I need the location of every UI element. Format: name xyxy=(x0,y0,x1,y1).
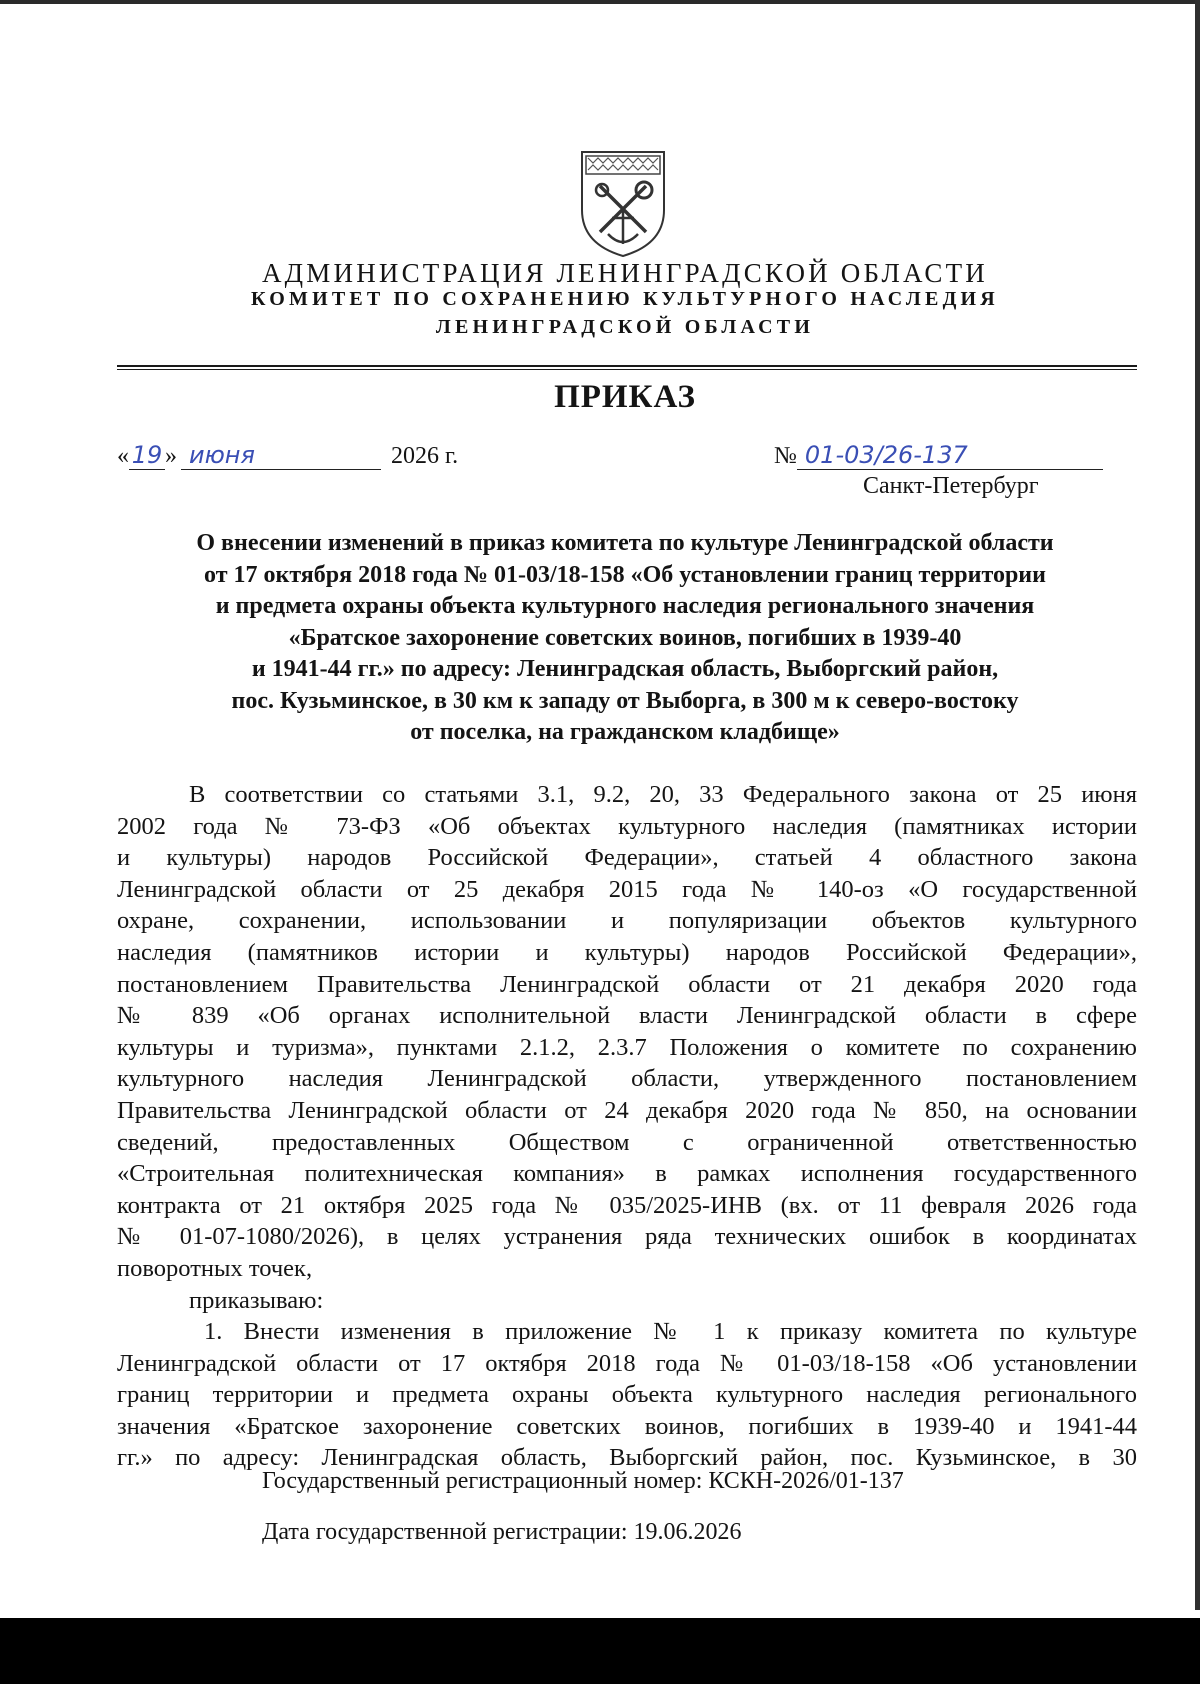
body-line: наследия (памятников истории и культуры) народов Российской Федерации», xyxy=(117,938,1137,966)
body-line: поворотных точек, xyxy=(117,1254,313,1282)
body-line: охране, сохранении, использовании и популяризации объектов культурного xyxy=(117,907,1137,935)
item-line: 1. Внести изменения в приложение № 1 к приказу комитета по культуре xyxy=(204,1318,1137,1346)
body-line: культуры и туризма», пунктами 2.1.2, 2.3.7 Положения о комитете по сохранению xyxy=(117,1033,1137,1061)
subject-line: от 17 октября 2018 года № 01-03/18-158 «Об установлении границ территории xyxy=(204,561,1046,588)
body-line: В соответствии со статьями 3.1, 9.2, 20, 33 Федерального закона от 25 июня xyxy=(189,781,1137,808)
date-month: июня xyxy=(181,441,381,470)
body-line: Правительства Ленинградской области от 24 декабря 2020 года № 850, на основании xyxy=(117,1096,1137,1124)
item-line: границ территории и предмета охраны объекта культурного наследия регионального xyxy=(117,1381,1137,1409)
item-line: Ленинградской области от 17 октября 2018 года № 01-03/18-158 «Об установлении xyxy=(117,1349,1137,1377)
number-value: 01-03/26-137 xyxy=(797,441,1103,470)
body-line: 2002 года № 73-ФЗ «Об объектах культурного наследия (памятниках истории xyxy=(117,812,1137,840)
header-divider-thin xyxy=(117,369,1137,370)
body-line: и культуры) народов Российской Федерации», статьей 4 областного закона xyxy=(117,844,1137,872)
order-word: приказываю: xyxy=(189,1286,324,1314)
body-line: культурного наследия Ленинградской области, утвержденного постановлением xyxy=(117,1065,1137,1093)
body-line: контракта от 21 октября 2025 года № 035/2025-ИНВ (вх. от 11 февраля 2026 года xyxy=(117,1191,1137,1219)
document-number xyxy=(774,441,1103,470)
scan-border-top xyxy=(0,0,1200,4)
date-open-quote: « xyxy=(117,443,129,469)
document-title: ПРИКАЗ xyxy=(554,379,696,415)
scan-border-bottom xyxy=(0,1618,1200,1684)
date-close-quote: » xyxy=(165,443,177,469)
item-line: гг.» по адресу: Ленинградская область, Выборгский район, пос. Кузьминское, в 30 xyxy=(117,1444,1137,1472)
document-city: Санкт-Петербург xyxy=(863,473,1039,499)
body-line: № 01-07-1080/2026), в целях устранения ряда технических ошибок в координатах xyxy=(117,1223,1137,1251)
number-prefix: № xyxy=(774,443,797,469)
subject-line: и 1941-44 гг.» по адресу: Ленинградская область, Выборгский район, xyxy=(251,656,999,682)
scan-border-right xyxy=(1195,0,1200,1610)
header-committee: КОМИТЕТ ПО СОХРАНЕНИЮ КУЛЬТУРНОГО НАСЛЕДИЯ xyxy=(251,288,999,310)
date-day: 19 xyxy=(129,441,165,470)
body-line: Ленинградской области от 25 декабря 2015 года № 140-оз «О государственной xyxy=(117,875,1137,903)
subject-line: «Братское захоронение советских воинов, погибших в 1939-40 xyxy=(288,624,962,651)
registration-number: Государственный регистрационный номер: КСКН-2026/01-137 xyxy=(262,1468,904,1494)
subject-line: от поселка, на гражданском кладбище» xyxy=(410,719,840,745)
date-year: 2026 г. xyxy=(391,443,459,469)
subject-line: пос. Кузьминское, в 30 км к западу от Выборга, в 300 м к северо-востоку xyxy=(231,687,1019,714)
header-region: ЛЕНИНГРАДСКОЙ ОБЛАСТИ xyxy=(435,316,815,338)
document-body xyxy=(117,779,1137,1474)
coat-of-arms-icon xyxy=(576,148,670,258)
header-administration: АДМИНИСТРАЦИЯ ЛЕНИНГРАДСКОЙ ОБЛАСТИ xyxy=(261,258,988,288)
subject-line: и предмета охраны объекта культурного наследия регионального значения xyxy=(215,593,1035,619)
item-line: значения «Братское захоронение советских воинов, погибших в 1939-40 и 1941-44 xyxy=(117,1412,1137,1440)
body-line: сведений, предоставленных Обществом с ограниченной ответственностью xyxy=(117,1128,1137,1156)
subject-line: О внесении изменений в приказ комитета по культуре Ленинградской области xyxy=(196,530,1054,556)
document-subject xyxy=(100,528,1150,749)
body-line: № 839 «Об органах исполнительной власти Ленинградской области в сфере xyxy=(117,1002,1137,1030)
registration-date: Дата государственной регистрации: 19.06.2026 xyxy=(262,1519,742,1545)
header-divider xyxy=(117,365,1137,367)
body-line: постановлением Правительства Ленинградской области от 21 декабря 2020 года xyxy=(117,970,1137,998)
body-line: «Строительная политехническая компания» в рамках исполнения государственного xyxy=(117,1160,1137,1188)
document-date xyxy=(117,441,458,470)
